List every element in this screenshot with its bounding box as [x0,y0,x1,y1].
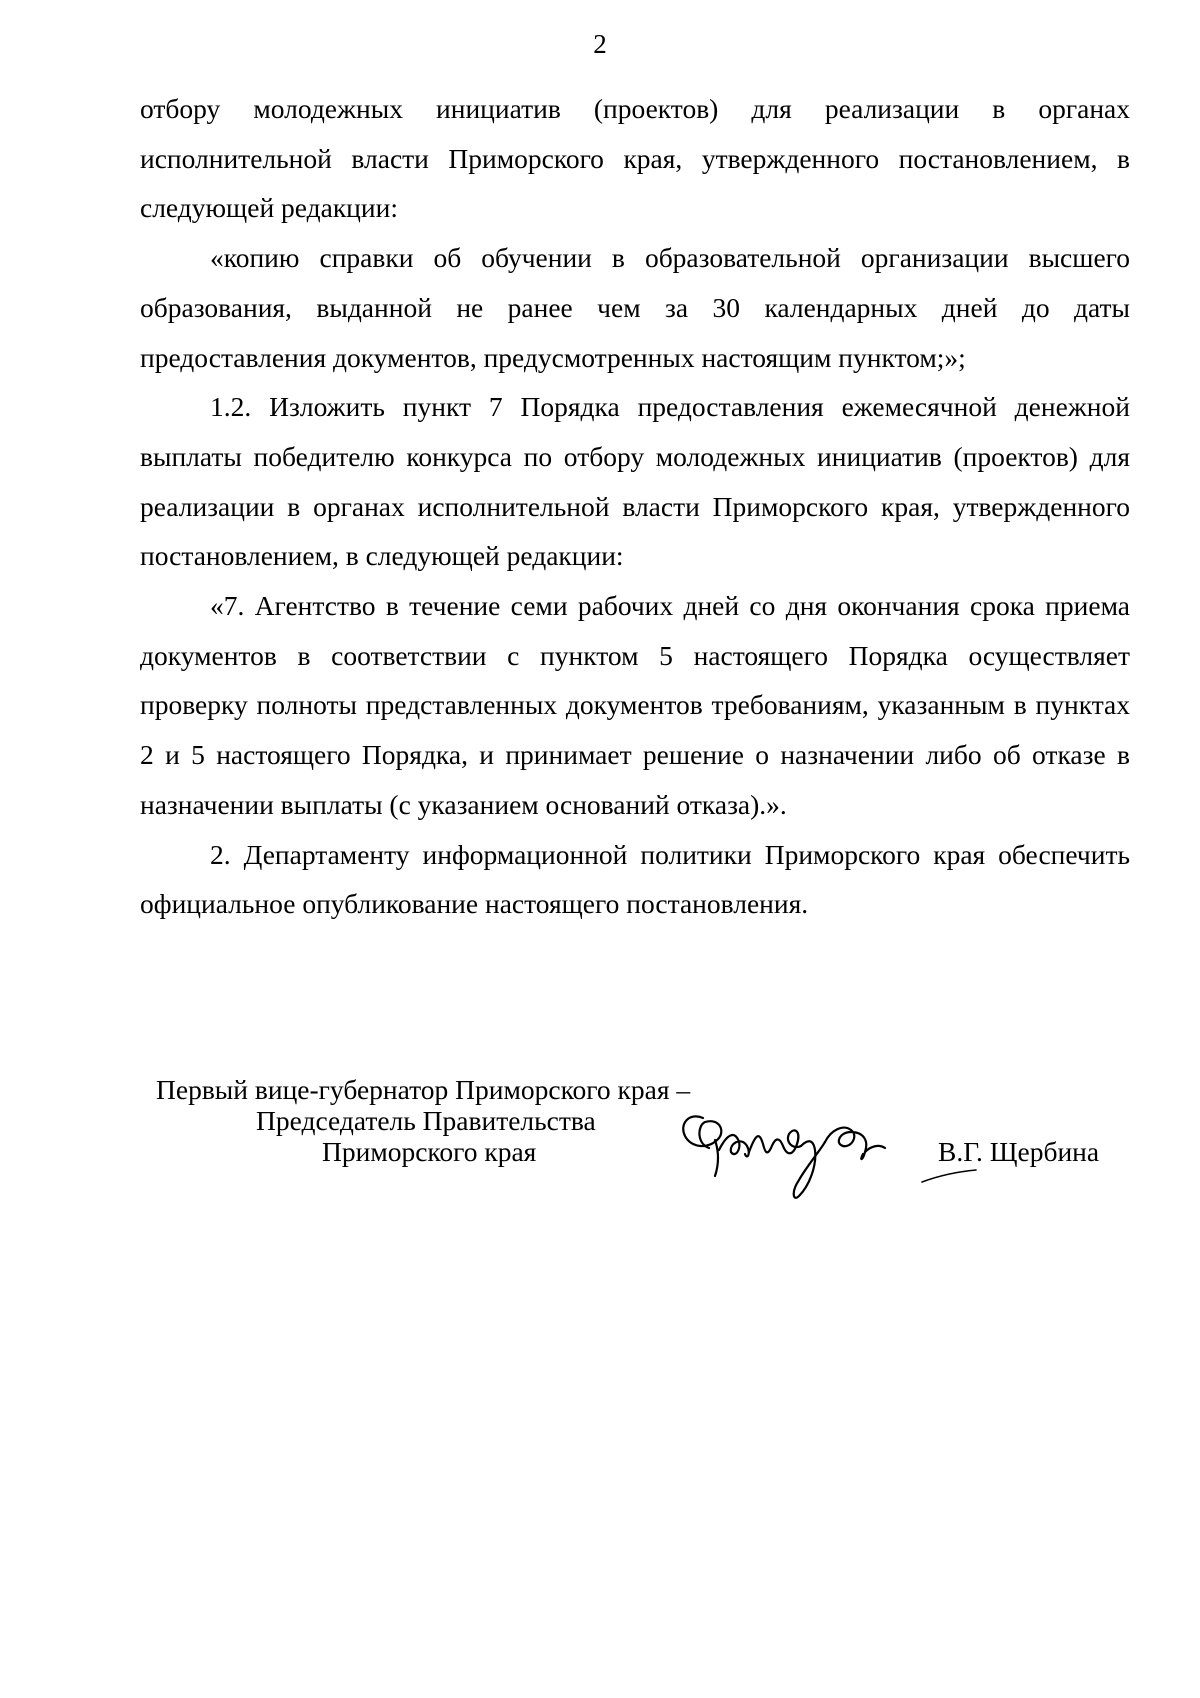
document-body [140,84,1130,929]
handwritten-signature-icon [675,1100,915,1210]
signer-name: В.Г. Щербина [938,1136,1100,1167]
signatory-position-line: Председатель Правительства [256,1105,596,1136]
paragraph-item-2: 2. Департаменту информационной политики Приморского края обеспечить официальное опубликование настоящего постановления. [140,838,1130,920]
paragraph-item-1-2: 1.2. Изложить пункт 7 Порядка предоставления ежемесячной денежной выплаты победителю конкурса по отбору молодежных инициатив (проектов) для реализации в органах исполнительной власти Приморского края, утвержденного постановлением, в следующей редакции: [140,391,1130,572]
page-number: 2 [593,29,607,59]
signatory-position [156,1074,736,1167]
signatory-position-line: Приморского края [322,1136,537,1167]
paragraph-quoted-certificate: «копию справки об обучении в образовательной организации высшего образования, выданной не ранее чем за 30 календарных дней до даты предоставления документов, предусмотренных настоящим пунктом;»; [140,242,1130,373]
underline-stroke-icon [920,1166,980,1186]
paragraph-continuation: отбору молодежных инициатив (проектов) для реализации в органах исполнительной власти Приморского края, утвержденного постановлением, в следующей редакции: [140,93,1130,224]
paragraph-quoted-item-7: «7. Агентство в течение семи рабочих дней со дня окончания срока приема документов в соответствии с пунктом 5 настоящего Порядка осуществляет проверку полноты представленных документов требованиям, указанным в пунктах 2 и 5 настоящего Порядка, и принимает решение о назначении либо об отказе в назначении выплаты (с указанием оснований отказа).». [140,590,1130,820]
signatory-position-line: Первый вице-губернатор Приморского края – [156,1074,691,1105]
